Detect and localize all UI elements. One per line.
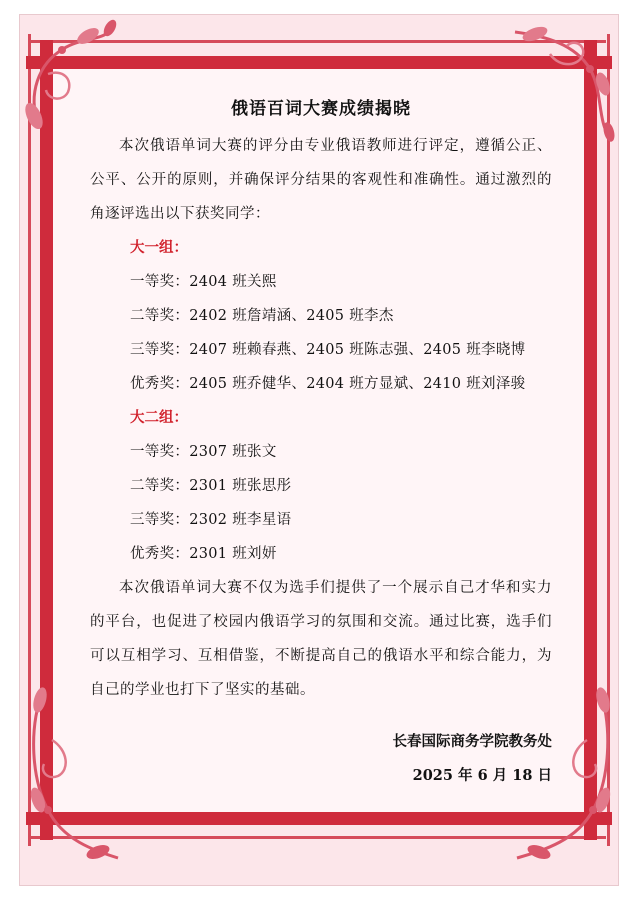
award-line bbox=[90, 435, 552, 469]
award-label: 二等奖： bbox=[130, 308, 190, 324]
award-label: 优秀奖： bbox=[130, 376, 190, 392]
award-line bbox=[90, 469, 552, 503]
award-label: 二等奖： bbox=[130, 478, 190, 494]
group-section bbox=[90, 401, 552, 571]
group-section bbox=[90, 231, 552, 401]
award-line bbox=[90, 367, 552, 401]
floral-scroll-icon bbox=[18, 680, 128, 870]
award-label: 一等奖： bbox=[130, 274, 190, 290]
award-winners: 2301 班刘妍 bbox=[189, 546, 277, 562]
award-line bbox=[90, 537, 552, 571]
announcement-body bbox=[90, 88, 552, 707]
issuer-name: 长春国际商务学院教务处 bbox=[392, 733, 552, 750]
award-line bbox=[90, 265, 552, 299]
intro-paragraph: 本次俄语单词大赛的评分由专业俄语教师进行评定，遵循公正、公平、公开的原则，并确保评分结果的客观性和准确性。通过激烈的角逐评选出以下获奖同学： bbox=[90, 138, 552, 222]
award-winners: 2405 班乔健华、2404 班方显斌、2410 班刘泽骏 bbox=[189, 376, 526, 392]
award-winners: 2407 班赖春燕、2405 班陈志强、2405 班李晓博 bbox=[189, 342, 526, 358]
award-label: 三等奖： bbox=[130, 512, 190, 528]
award-winners: 2402 班詹靖涵、2405 班李杰 bbox=[189, 308, 394, 324]
award-line bbox=[90, 299, 552, 333]
group-heading: 大一组： bbox=[130, 239, 188, 256]
issue-date: 2025 年 6 月 18 日 bbox=[412, 767, 552, 784]
award-label: 三等奖： bbox=[130, 342, 190, 358]
award-label: 优秀奖： bbox=[130, 546, 190, 562]
award-winners: 2307 班张文 bbox=[189, 444, 277, 460]
award-winners: 2301 班张思彤 bbox=[189, 478, 292, 494]
award-line bbox=[90, 503, 552, 537]
award-line bbox=[90, 333, 552, 367]
award-label: 一等奖： bbox=[130, 444, 190, 460]
closing-paragraph: 本次俄语单词大赛不仅为选手们提供了一个展示自己才华和实力的平台，也促进了校园内俄语学习的氛围和交流。通过比赛，选手们可以互相学习、互相借鉴，不断提高自己的俄语水平和综合能力，为自己的学业也打下了坚实的基础。 bbox=[90, 580, 552, 698]
award-winners: 2302 班李星语 bbox=[189, 512, 292, 528]
group-heading: 大二组： bbox=[130, 409, 188, 426]
page-title: 俄语百词大赛成绩揭晓 bbox=[231, 99, 411, 119]
award-winners: 2404 班关熙 bbox=[189, 274, 277, 290]
